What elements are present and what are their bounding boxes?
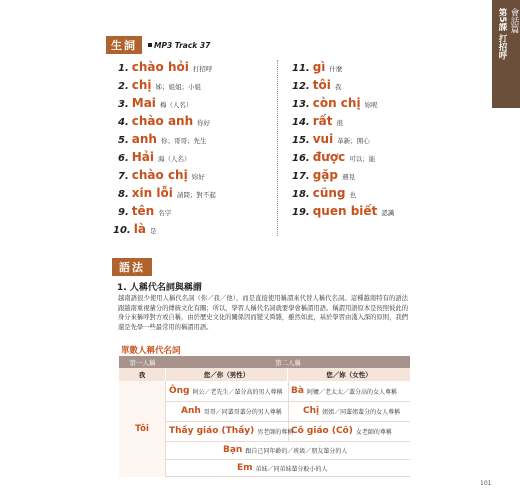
vocab-item: 17. gặp 遇見: [292, 168, 355, 182]
grammar-paragraph: 越南語很少使用人稱代名詞（你／我／他），而是直接使用稱謂來代替人稱代名詞。這種越南特有的語法跟越南重視輩分的傳統文化有關；所以，學習人稱代名詞就要學會稱謂用語。稱謂用語原本是按照彼此的身分來稱呼對方或自稱，由於歷史文化的關係因而變又舜雜，雖然如此，基於學習由淺入深的原則，我們還是先學一些最常用的稱謂用語。: [118, 295, 408, 331]
vocab-item: 10. là 是: [113, 222, 157, 236]
vocab-item: 5. anh 你；哥哥；先生: [118, 132, 207, 146]
vocab-item: 14. rất 很: [292, 114, 343, 128]
table-subheader-row: [119, 368, 410, 381]
square-bullet-icon: [148, 43, 152, 47]
vocab-item: 2. chị 姊；姐姐；小姐: [118, 78, 202, 92]
table-cell: Cô giáo (Cô) 女老師的尊稱: [291, 426, 392, 436]
vocab-header: [106, 36, 210, 54]
header-you-female: 您／妳（女性）: [326, 371, 372, 379]
vocab-item: 15. vui 革新；開心: [292, 132, 370, 146]
side-tab-lesson: 第5課 打招呼: [497, 8, 507, 60]
table-cell: Ông 阿公／老先生／輩分高的男人尊稱: [169, 386, 283, 396]
vocab-item: 8. xin lỗi 請問；對不起: [118, 186, 216, 200]
vocab-item: 7. chào chị 妳好: [118, 168, 205, 182]
vocab-item: 13. còn chị 妳呢: [292, 96, 378, 110]
header-you-male: 您／你（男性）: [166, 368, 288, 381]
table-cell: Thầy giáo (Thầy) 男老師的尊稱: [169, 426, 294, 436]
vocab-title: 生詞: [106, 36, 142, 54]
vocab-item: 19. quen biết 認識: [292, 204, 395, 218]
vocab-item: 18. cũng 也: [292, 186, 357, 200]
track-text: MP3 Track 37: [154, 40, 211, 50]
table-cell-span: Em 弟妹／同弟妹輩分較小的人: [237, 463, 328, 473]
pronoun-table: [119, 356, 410, 477]
table-title: 單數人稱代名詞: [121, 346, 181, 356]
header-i: 我: [119, 368, 166, 381]
column-divider: [277, 60, 278, 236]
side-tab-section: 會話篇: [509, 8, 519, 34]
table-cell: Anh 哥哥／同輩哥輩分的男人尊稱: [181, 406, 282, 416]
table-cell: Bà 阿嬤／老太太／輩分高的女人尊稱: [291, 386, 397, 396]
table-cell-span: Bạn 跟自己同年齡的／班級／朋友輩分的人: [223, 445, 348, 455]
grammar-title: 語法: [112, 258, 152, 276]
audio-track-label: [148, 41, 210, 50]
header-first-person: 第一人稱: [129, 358, 156, 367]
vocab-item: 16. được 可以；能: [292, 150, 376, 164]
table-header-row: [119, 356, 410, 368]
vocab-item: 6. Hải 海（人名）: [118, 150, 191, 164]
table-cell: Chị 姐姐／同輩姐輩分的女人尊稱: [303, 406, 401, 416]
vocab-item: 3. Mai 梅（人名）: [118, 96, 193, 110]
grammar-subtitle: 1. 人稱代名詞與稱謂: [117, 283, 202, 293]
vocab-item: 4. chào anh 你好: [118, 114, 211, 128]
vocab-item: 11. gì 什麼: [292, 60, 343, 74]
toi-cell: Tôi: [119, 381, 166, 477]
page-number: 101: [480, 480, 492, 487]
vocab-item: 12. tôi 我: [292, 78, 342, 92]
header-second-person: 第二人稱: [275, 358, 301, 367]
chapter-side-tab: [492, 0, 520, 108]
vocab-item: 1. chào hỏi 打招呼: [118, 60, 213, 74]
table-body: [119, 381, 410, 477]
vocab-item: 9. tên 名字: [118, 204, 172, 218]
